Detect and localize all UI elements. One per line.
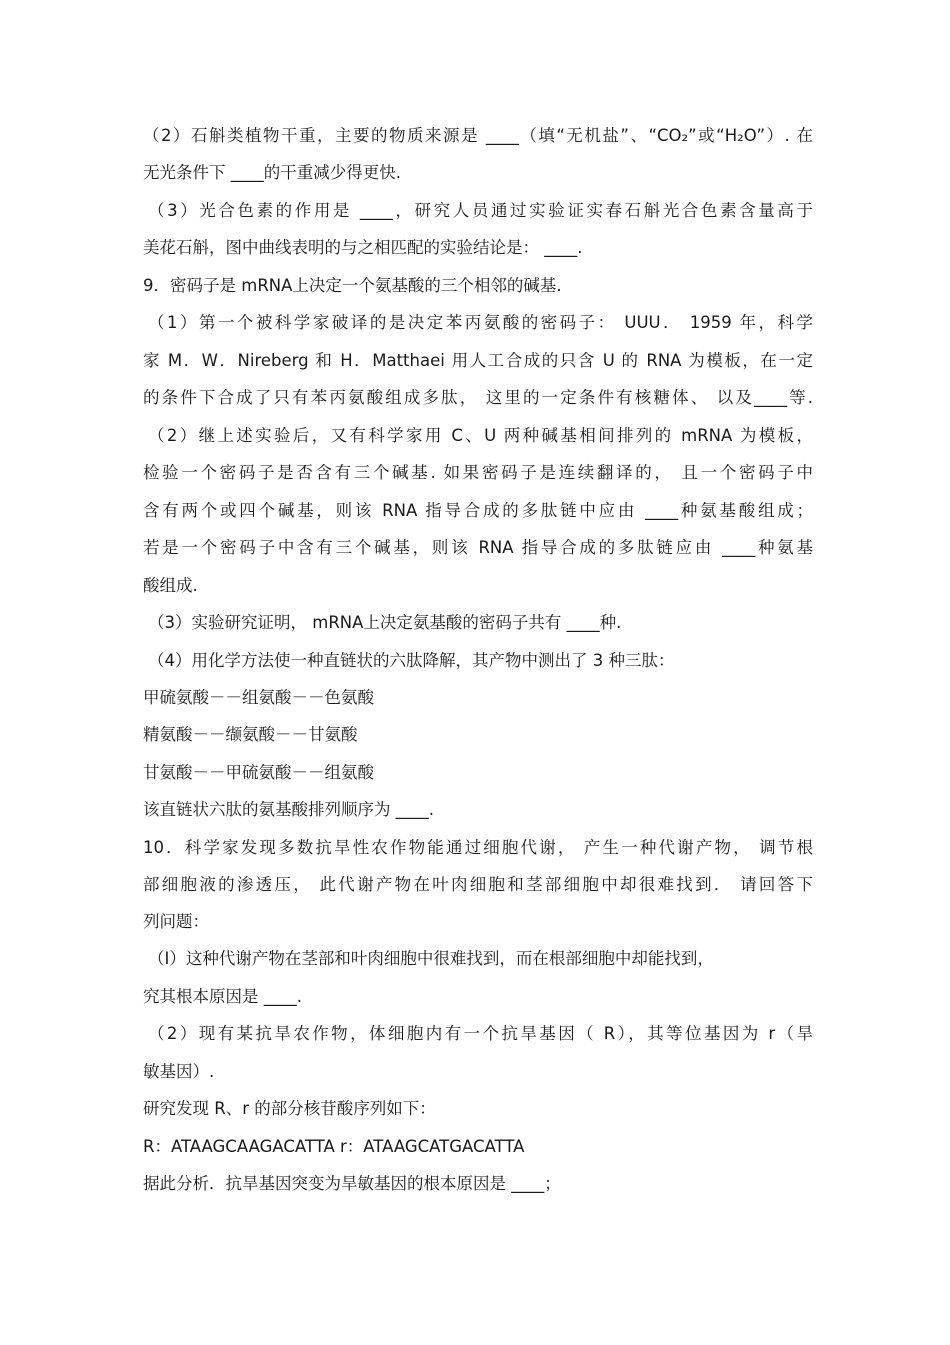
text-line: （2）现有某抗旱农作物，体细胞内有一个抗旱基因（ R），其等位基因为 r（旱 — [148, 1024, 813, 1043]
text-line: 家 M．W．Nireberg 和 H．Matthaei 用人工合成的只含 U 的 RNA 为模板，在一定 — [143, 351, 813, 370]
text-line: （2）石斛类植物干重，主要的物质来源是 ____（填“无机盐”、“CO₂”或“H₂O”）. 在 — [143, 126, 813, 145]
text-line: 研究发现 R、r 的部分核苷酸序列如下： — [143, 1099, 436, 1118]
text-line: 部细胞液的渗透压， 此代谢产物在叶肉细胞和茎部细胞中却很难找到． 请回答下 — [143, 875, 813, 894]
text-line: 列问题： — [143, 912, 209, 931]
text-line: （4）用化学方法使一种直链状的六肽降解，其产物中测出了 3 种三肽： — [148, 651, 675, 670]
text-line: （3）实验研究证明， mRNA上决定氨基酸的密码子共有 ____种. — [148, 613, 622, 632]
tripeptide-line: 精氨酸－－缬氨酸－－甘氨酸 — [143, 725, 358, 744]
text-line: 美花石斛，图中曲线表明的与之相匹配的实验结论是： ____. — [143, 238, 583, 257]
text-line: 若是一个密码子中含有三个碱基，则该 RNA 指导合成的多肽链应由 ____种氨基 — [143, 538, 813, 557]
text-line: （3）光合色素的作用是 ____，研究人员通过实验证实春石斛光合色素含量高于 — [148, 201, 813, 220]
text-line: 该直链状六肽的氨基酸排列顺序为 ____. — [143, 800, 434, 819]
text-line: （2）继上述实验后，又有科学家用 C、U 两种碱基相间排列的 mRNA 为模板， — [148, 426, 813, 445]
text-line: （1）第一个被科学家破译的是决定苯丙氨酸的密码子： UUU． 1959 年，科学 — [148, 313, 813, 332]
text-line: 的条件下合成了只有苯丙氨酸组成多肽， 这里的一定条件有核糖体、 以及____等. — [143, 388, 813, 407]
question-heading: 9．密码子是 mRNA上决定一个氨基酸的三个相邻的碱基. — [143, 276, 562, 295]
text-line: （I）这种代谢产物在茎部和叶肉细胞中很难找到，而在根部细胞中却能找到， — [148, 949, 714, 968]
text-line: 究其根本原因是 ____. — [143, 987, 302, 1006]
text-line: 据此分析．抗旱基因突变为旱敏基因的根本原因是 ____； — [143, 1174, 561, 1193]
question-heading: 10．科学家发现多数抗旱性农作物能通过细胞代谢， 产生一种代谢产物， 调节根 — [143, 838, 813, 857]
text-line: 含有两个或四个碱基，则该 RNA 指导合成的多肽链中应由 ____种氨基酸组成； — [143, 501, 813, 520]
tripeptide-line: 甲硫氨酸－－组氨酸－－色氨酸 — [143, 688, 374, 707]
tripeptide-line: 甘氨酸－－甲硫氨酸－－组氨酸 — [143, 763, 374, 782]
text-line: 酸组成. — [143, 576, 198, 595]
text-line: 检验一个密码子是否含有三个碱基. 如果密码子是连续翻译的， 且一个密码子中 — [143, 463, 813, 482]
text-line: 无光条件下 ____的干重减少得更快. — [143, 163, 401, 182]
sequence-line: R：ATAAGCAAGACATTA r：ATAAGCATGACATTA — [143, 1137, 525, 1156]
text-line: 敏基因）. — [143, 1062, 215, 1081]
